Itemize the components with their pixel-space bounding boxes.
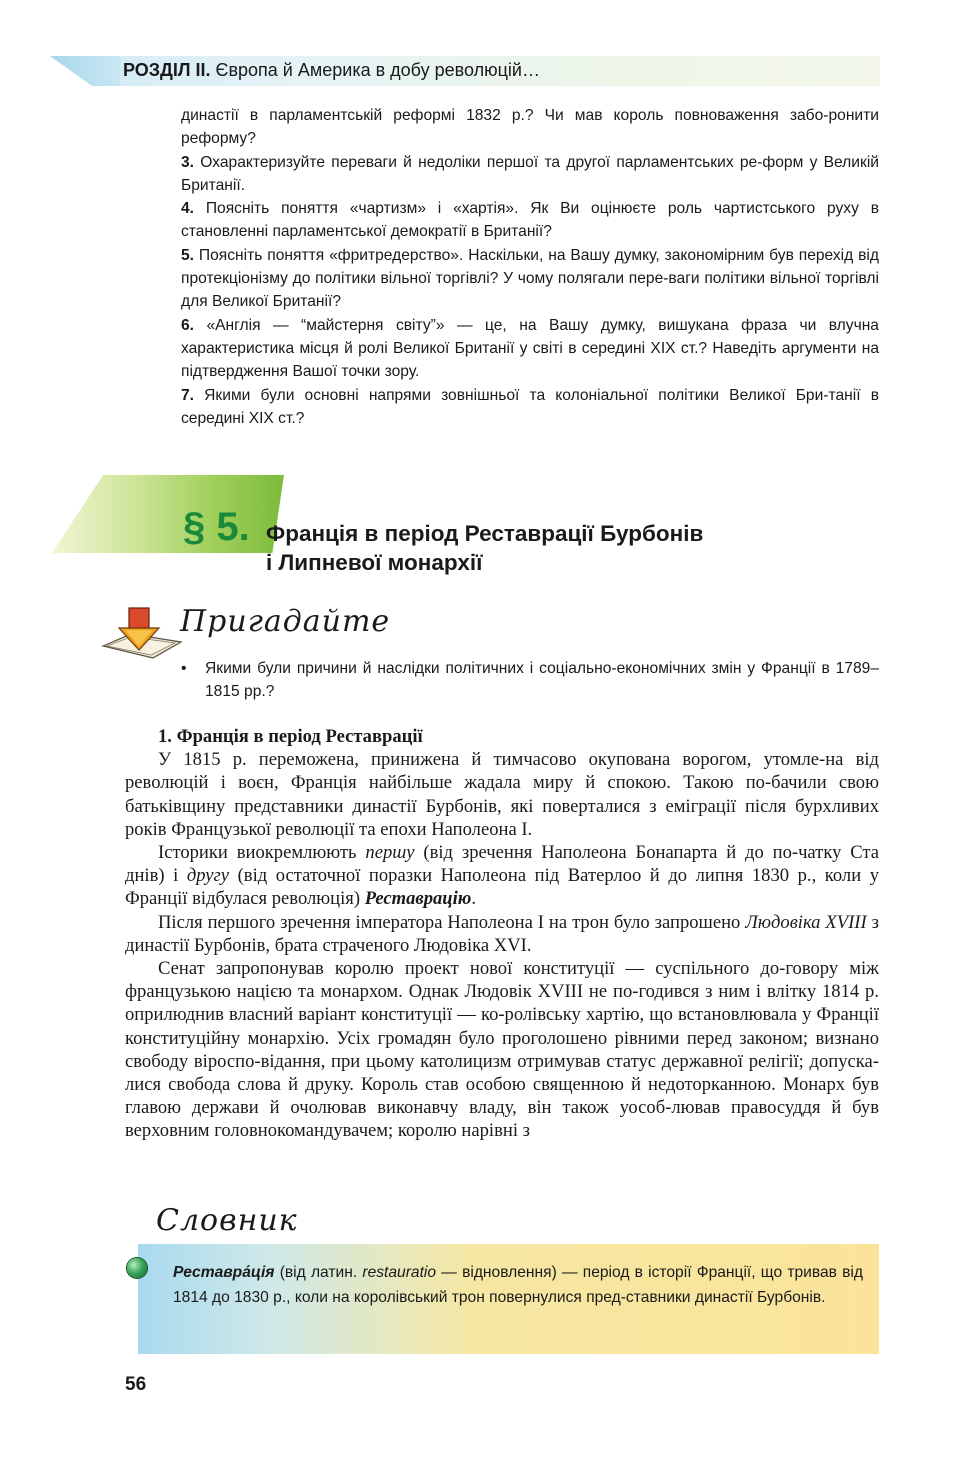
text-run: Історики виокремлюють	[158, 842, 366, 864]
glossary-heading: Словник	[156, 1203, 298, 1238]
remember-arrow-icon	[101, 604, 183, 662]
section-running-title: Європа й Америка в добу революцій…	[215, 60, 540, 80]
section-label: РОЗДІЛ ІІ.	[123, 60, 211, 80]
question-text: Поясніть поняття «фритредерство». Наскільки, на Вашу думку, закономірним був перехід від протекціонізму до політики вільної торгівлі? У чому полягали пере-ваги політики вільної торгівлі для Великої Британії?	[181, 246, 879, 311]
text-run: (від остаточної поразки Наполеона під Ватерлоо й до липня 1830 р., коли у Франції відбулася революція)	[125, 865, 879, 910]
glossary-term: Реставра́ція	[173, 1264, 275, 1281]
question-text: династії в парламентській реформі 1832 р.? Чи мав король повноваження забо-ронити реформу?	[181, 107, 879, 148]
glossary-definition	[173, 1261, 863, 1310]
question-item	[181, 244, 879, 314]
question-number: 7.	[181, 386, 195, 404]
emphasis: першу	[365, 842, 415, 864]
section-title	[266, 519, 866, 577]
question-text: Охарактеризуйте переваги й недоліки першої та другої парламентських ре-форм у Великій Британії.	[181, 153, 879, 194]
section-number: § 5.	[183, 505, 250, 549]
remember-heading: Пригадайте	[180, 604, 391, 639]
emphasis: другу	[186, 865, 230, 887]
latin-word: restauratio	[362, 1264, 437, 1281]
section-title-line: Франція в період Реставрації Бурбонів	[266, 521, 704, 546]
paragraph	[125, 841, 879, 911]
question-text: Поясніть поняття «чартизм» і «хартія». Як Ви оцінюєте роль чартистського руху в становленні парламентської демократії в Британії?	[181, 200, 879, 241]
question-text: Якими були основні напрями зовнішньої та колоніальної політики Великої Бри-танії в середині ХІХ ст.?	[181, 386, 879, 427]
page-number: 56	[125, 1374, 147, 1395]
subheading: 1. Франція в період Реставрації	[158, 726, 423, 747]
question-number: 4.	[181, 200, 195, 218]
review-questions	[181, 104, 879, 430]
glossary-bullet-icon	[127, 1258, 147, 1278]
section-title-line: і Липневої монархії	[266, 550, 483, 575]
text-run: Після першого зречення імператора Наполеона I на трон було запрошено	[158, 911, 746, 933]
text-run: .	[471, 888, 477, 910]
question-item	[181, 314, 879, 384]
paragraph	[125, 911, 879, 957]
remember-item: Якими були причини й наслідки політичних і соціально-економічних змін у Франції в 1789–1815 рр.?	[205, 660, 879, 700]
question-item	[181, 197, 879, 244]
text-run: з династії Бурбонів, брата страченого Людовіка XVI.	[125, 911, 879, 956]
running-header	[123, 60, 540, 81]
question-number: 6.	[181, 316, 195, 334]
key-term: Реставрацію	[364, 888, 472, 910]
question-text: «Англія — “майстерня світу”» — це, на Вашу думку, вишукана фраза чи влучна характеристика місця й ролі Великої Британії у світі в середині ХІХ ст.? Наведіть аргументи на підтвердження Вашої точки зору.	[181, 316, 879, 381]
question-item	[181, 151, 879, 198]
text-run: — відновлення) — період в історії Франції, що тривав від 1814 до 1830 р., коли на королівський трон повернулися пред-ставники династії Бурбонів.	[173, 1264, 863, 1306]
bullet-marker: •	[181, 660, 187, 677]
header-arrow-decoration	[50, 56, 120, 86]
question-number: 5.	[181, 246, 195, 264]
question-item	[181, 104, 879, 151]
paragraph: У 1815 р. переможена, принижена й тимчасово окупована ворогом, утомле-на від революцій і воєн, Франція найбільше жадала миру й спокою. Такою по-бачили свою батьківщину представники династії Бурбонів, які поверталися з еміграції після бурхливих років Французької революції та епохи Наполеона I.	[125, 749, 879, 840]
text-run: (від латин.	[274, 1264, 363, 1281]
text-run: (від зречення Наполеона Бонапарта й до по-чатку Ста днів) і	[125, 842, 880, 887]
question-number: 3.	[181, 153, 195, 171]
emphasis: Людовіка XVIII	[745, 911, 867, 933]
paragraph: Сенат запропонував королю проект нової конституції — суспільного до-говору між французькою нацією та монархом. Однак Людовік XVIII не по-годився з ним і влітку 1814 р. оприлюднив власний варіант конституції — ко-ролівську хартію, що встановлювала у Франції конституційну монархію. Усіх громадян було проголошено рівними перед законом; визнано свободу віроспо-відання, при цьому католицизм отримував статус державної релігії; допуска-лися свобода слова й друку. Король став особою священною й недоторканною. Монарх був главою держави й очолював виконавчу владу, він також уособ-лював правосуддя й був верховним головнокомандувачем; королю нарівні з	[125, 958, 879, 1142]
main-text	[125, 725, 879, 1143]
question-item	[181, 384, 879, 431]
